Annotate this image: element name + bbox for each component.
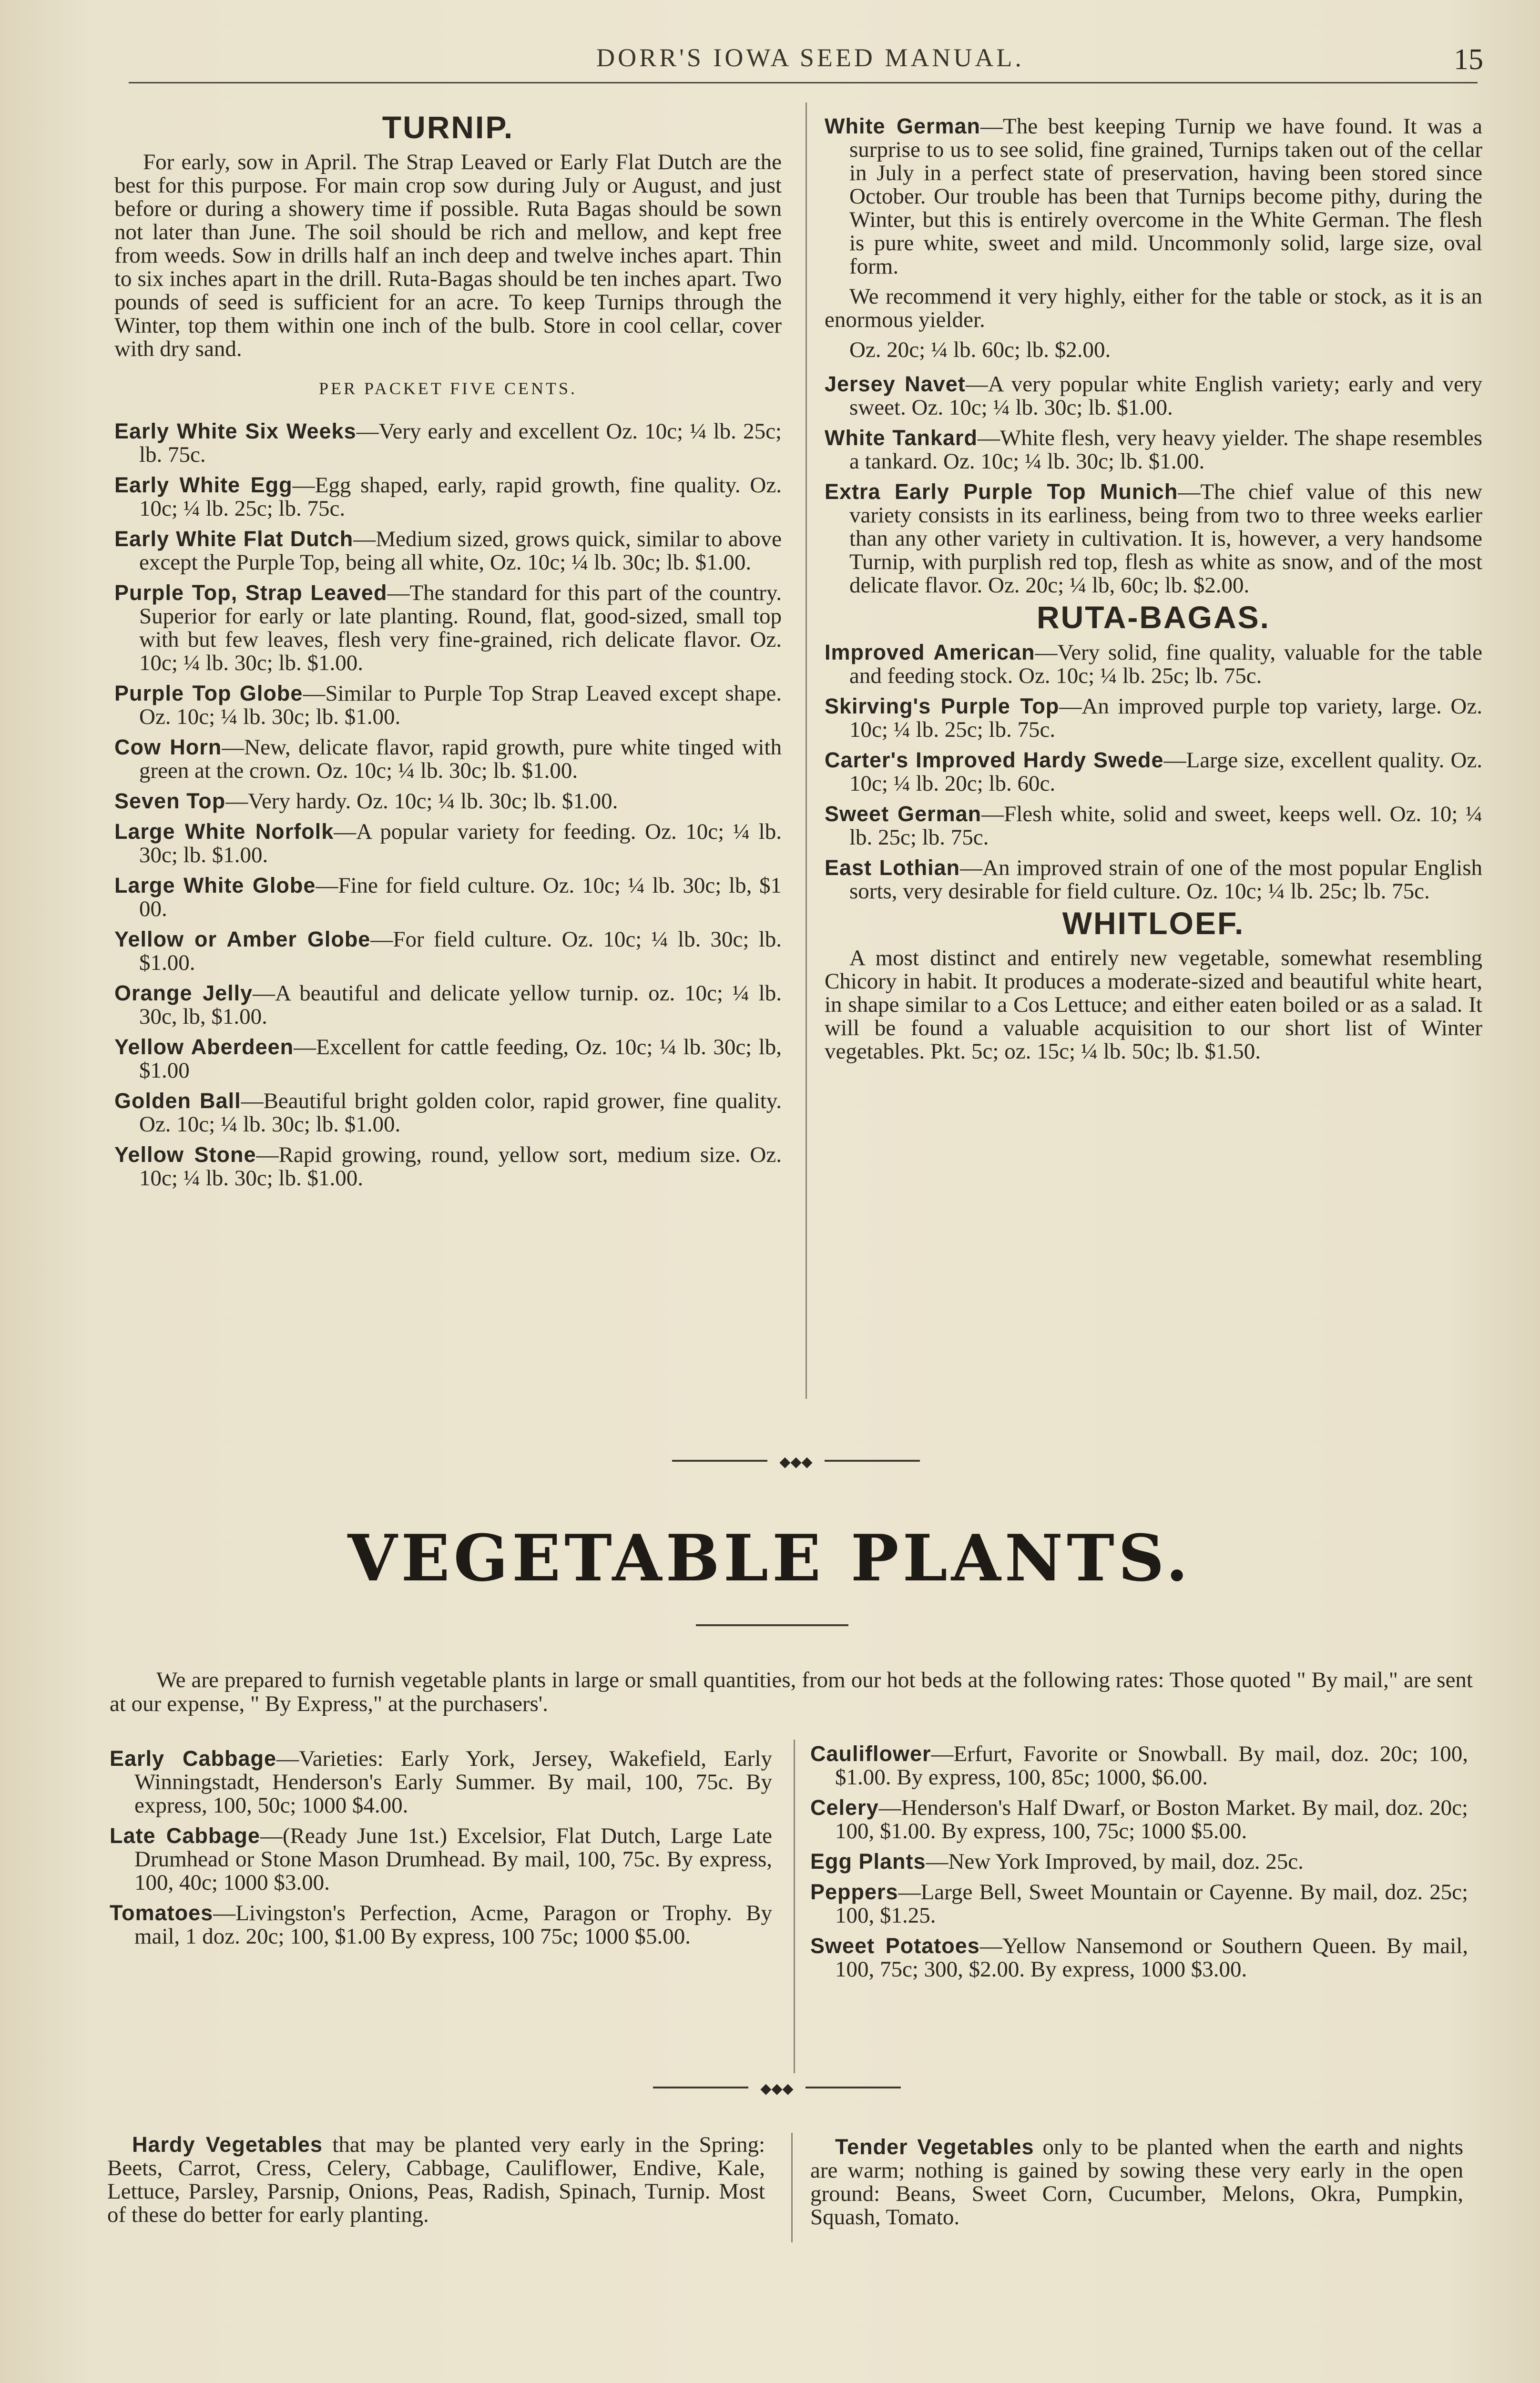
column-rule: [806, 102, 807, 1399]
packet-note: PER PACKET FIVE CENTS.: [318, 379, 578, 398]
plants-left-column: [110, 1747, 772, 1955]
turnip-item: Early White Six Weeks—Very early and excellent Oz. 10c; ¼ lb. 25c; lb. 75c.: [114, 419, 782, 467]
ornament: ◆◆◆: [760, 2081, 794, 2097]
hardy-vegetables-note: [107, 2133, 765, 2233]
hardy-label: Hardy Vegetables: [132, 2132, 323, 2157]
turnip-title: TURNIP.: [382, 110, 514, 145]
plant-item: Peppers—Large Bell, Sweet Mountain or Cayenne. By mail, doz. 25c; 100, $1.25.: [810, 1880, 1468, 1928]
turnip-item: Golden Ball—Beautiful bright golden color, rapid grower, fine quality. Oz. 10c; ¼ lb. 30c; lb. $1.00.: [114, 1089, 782, 1137]
turnip-item: Large White Norfolk—A popular variety for feeding. Oz. 10c; ¼ lb. 30c; lb. $1.00.: [114, 819, 782, 867]
plant-item: Cauliflower—Erfurt, Favorite or Snowball. By mail, doz. 20c; 100, $1.00. By express, 100, 85c; 1000, $6.00.: [810, 1741, 1468, 1790]
header-rule: [129, 82, 1478, 83]
turnip-item: Seven Top—Very hardy. Oz. 10c; ¼ lb. 30c; lb. $1.00.: [114, 789, 618, 814]
plant-item: Early Cabbage—Varieties: Early York, Jersey, Wakefield, Early Winningstadt, Henderson's Early Summer. By mail, 100, 75c. By express, 100, 50c; 1000 $4.00.: [110, 1746, 772, 1818]
plants-right-column: [810, 1742, 1468, 1988]
turnip-item: Yellow or Amber Globe—For field culture. Oz. 10c; ¼ lb. 30c; lb. $1.00.: [114, 927, 782, 975]
white-german-item: White German—The best keeping Turnip we have found. It was a surprise to us to see solid, fine grained, Turnips taken out of the cellar in July in a perfect state of preservation, having been stored since October. Our trouble has been that Turnips become pithy, during the Winter, but this is entirely overcome in the White German. The flesh is pure white, sweet and mild. Uncommonly solid, large size, oval form.: [825, 114, 1482, 279]
turnip-item: White Tankard—White flesh, very heavy yielder. The shape resembles a tankard. Oz. 10c; ¼ lb. 30c; lb. $1.00.: [825, 426, 1482, 474]
ruta-bagas-item: Skirving's Purple Top—An improved purple top variety, large. Oz. 10c; ¼ lb. 25c; lb. 75c.: [825, 694, 1482, 742]
turnip-intro: For early, sow in April. The Strap Leaved or Early Flat Dutch are the best for this purpose. For main crop sow during July or August, and just before or during a showery time if possible. Ruta Bagas should be sown not later than June. The soil should be rich and mellow, and kept free from weeds. Sow in drills half an inch deep and twelve inches apart. Thin to six inches apart in the drill. Ruta-Bagas should be ten inches apart. Two pounds of seed is sufficient for an acre. To keep Turnips through the Winter, top them within one inch of the bulb. Store in cool cellar, cover with dry sand.: [114, 150, 782, 361]
title-rule: [696, 1624, 848, 1626]
turnip-item: Yellow Stone—Rapid growing, round, yellow sort, medium size. Oz. 10c; ¼ lb. 30c; lb. $1.00.: [114, 1142, 782, 1191]
hardy-note-text: Hardy Vegetables that may be planted very early in the Spring: Beets, Carrot, Cress, Celery, Cabbage, Cauliflower, Endive, Kale, Lettuce, Parsley, Parsnip, Onions, Peas, Radish, Spinach, Turnip. Most of these do better for early planting.: [107, 2132, 765, 2227]
ruta-bagas-item: Improved American—Very solid, fine quality, valuable for the table and feeding stock. Oz. 10c; ¼ lb. 25c; lb. 75c.: [825, 640, 1482, 688]
turnip-item: Early White Egg—Egg shaped, early, rapid growth, fine quality. Oz. 10c; ¼ lb. 25c; lb. 75c.: [114, 473, 782, 521]
tender-label: Tender Vegetables: [835, 2135, 1034, 2159]
turnip-item: Orange Jelly—A beautiful and delicate yellow turnip. oz. 10c; ¼ lb. 30c, lb, $1.00.: [114, 981, 782, 1029]
running-title: DORR'S IOWA SEED MANUAL.: [596, 43, 1024, 72]
turnip-item: Purple Top Globe—Similar to Purple Top Strap Leaved except shape. Oz. 10c; ¼ lb. 30c; lb. $1.00.: [114, 681, 782, 729]
ruta-bagas-item: Carter's Improved Hardy Swede—Large size, excellent quality. Oz. 10c; ¼ lb. 20c; lb. 60c.: [825, 748, 1482, 796]
plant-item: Egg Plants—New York Improved, by mail, doz. 25c.: [810, 1849, 1304, 1874]
turnip-item: Jersey Navet—A very popular white English variety; early and very sweet. Oz. 10c; ¼ lb. 30c; lb. $1.00.: [825, 372, 1482, 420]
turnip-item: Large White Globe—Fine for field culture. Oz. 10c; ¼ lb. 30c; lb, $1 00.: [114, 873, 782, 921]
ornament-divider: [672, 1454, 920, 1468]
turnip-item: Yellow Aberdeen—Excellent for cattle feeding, Oz. 10c; ¼ lb. 30c; lb, $1.00: [114, 1035, 782, 1083]
column-rule: [794, 1740, 795, 2073]
column-rule: [791, 2133, 793, 2242]
whitloef-text: A most distinct and entirely new vegetable, somewhat resembling Chicory in habit. It produces a moderate-sized and beautiful white heart, in shape similar to a Cos Lettuce; and either eaten boiled or as a salad. It will be found a valuable acquisition to our short list of Winter vegetables. Pkt. 5c; oz. 15c; ¼ lb. 50c; lb. $1.50.: [825, 946, 1482, 1064]
plant-item: Celery—Henderson's Half Dwarf, or Boston Market. By mail, doz. 20c; 100, $1.00. By express, 100, 75c; 1000 $5.00.: [810, 1795, 1468, 1843]
turnip-column: [114, 107, 782, 1197]
whitloef-title: WHITLOEF.: [1062, 906, 1245, 941]
turnip-item-list: [114, 419, 782, 1190]
tender-note-text: Tender Vegetables only to be planted when the earth and nights are warm; nothing is gained by sowing these very early in the open ground: Beans, Sweet Corn, Cucumber, Melons, Okra, Pumpkin, Squash, Tomato.: [810, 2135, 1463, 2230]
ornament: ◆◆◆: [779, 1454, 813, 1470]
page-number: 15: [1454, 43, 1483, 76]
right-column: [825, 114, 1482, 1070]
vegetable-plants-title: VEGETABLE PLANTS.: [347, 1520, 1192, 1596]
turnip-item: Purple Top, Strap Leaved—The standard for this part of the country. Superior for early or late planting. Round, flat, good-sized, small top with but few leaves, flesh very fine-grained, rich delicate flavor. Oz. 10c; ¼ lb. 30c; lb. $1.00.: [114, 580, 782, 675]
ornament-divider: [653, 2080, 901, 2095]
ruta-bagas-item: Sweet German—Flesh white, solid and sweet, keeps well. Oz. 10; ¼ lb. 25c; lb. 75c.: [825, 802, 1482, 850]
turnip-item: Early White Flat Dutch—Medium sized, grows quick, similar to above except the Purple Top, being all white, Oz. 10c; ¼ lb. 30c; lb. $1.00.: [114, 527, 782, 575]
plant-item: Tomatoes—Livingston's Perfection, Acme, Paragon or Trophy. By mail, 1 doz. 20c; 100, $1.00 By express, 100 75c; 1000 $5.00.: [110, 1901, 772, 1949]
white-german-price: Oz. 20c; ¼ lb. 60c; lb. $2.00.: [849, 337, 1111, 362]
plant-item: Sweet Potatoes—Yellow Nansemond or Southern Queen. By mail, 100, 75c; 300, $2.00. By express, 1000 $3.00.: [810, 1934, 1468, 1982]
tender-vegetables-note: [810, 2135, 1463, 2236]
turnip-item: Extra Early Purple Top Munich—The chief value of this new variety consists in its earliness, being from two to three weeks earlier than any other variety in cultivation. It is, however, a very handsome Turnip, with purplish red top, flesh as white as snow, and of the most delicate flavor. Oz. 20c; ¼ lb, 60c; lb. $2.00.: [825, 479, 1482, 598]
plant-item: Late Cabbage—(Ready June 1st.) Excelsior, Flat Dutch, Large Late Drumhead or Stone Mason Drumhead. By mail, 100, 75c. By express, 100, 40c; 1000 $3.00.: [110, 1823, 772, 1895]
ruta-bagas-item: East Lothian—An improved strain of one of the most popular English sorts, very desirable for field culture. Oz. 10c; ¼ lb. 25c; lb. 75c.: [825, 855, 1482, 904]
ruta-bagas-title: RUTA-BAGAS.: [1036, 600, 1271, 635]
recommend-text: We recommend it very highly, either for the table or stock, as it is an enormous yielder.: [825, 284, 1482, 332]
plants-intro: We are prepared to furnish vegetable plants in large or small quantities, from our hot beds at the following rates: Those quoted " By mail," are sent at our expense, " By Express," at the purchasers'.: [110, 1668, 1473, 1716]
turnip-item: Cow Horn—New, delicate flavor, rapid growth, pure white tinged with green at the crown. Oz. 10c; ¼ lb. 30c; lb. $1.00.: [114, 735, 782, 783]
